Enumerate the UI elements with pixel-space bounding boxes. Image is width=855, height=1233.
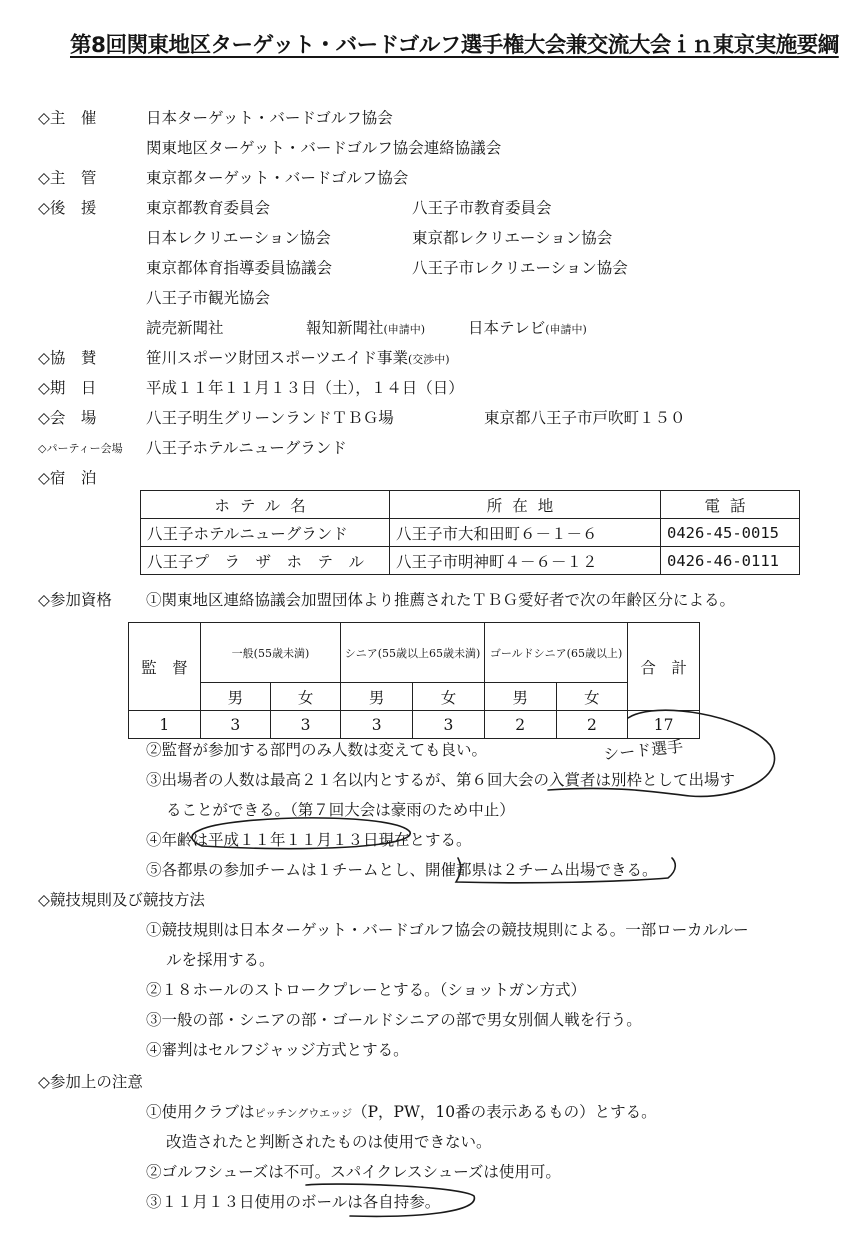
participants-sex-5: 男	[484, 683, 556, 711]
eligibility-line-1: ①関東地区連絡協議会加盟団体より推薦されたＴＢＧ愛好者で次の年齢区分による。	[146, 591, 736, 609]
support-media-3-note: (申請中)	[545, 323, 587, 336]
lodging-header-hotel: ホテル名	[141, 491, 390, 519]
lodging-address-1: 八王子市大和田町６－１－６	[390, 519, 661, 547]
eligibility-label: ◇参加資格	[38, 591, 112, 609]
party-value: 八王子ホテルニューグランド	[146, 439, 347, 457]
participants-total-header: 合 計	[628, 623, 700, 711]
cautions-line-2: ②ゴルフシューズは不可。スパイクレスシューズは使用可。	[146, 1163, 561, 1181]
participants-sex-2: 女	[270, 683, 340, 711]
sponsor-note: (交渉中)	[407, 353, 450, 366]
lodging-header-phone: 電話	[661, 491, 800, 519]
document-title: 第8回関東地区ターゲット・バードゴルフ選手権大会兼交流大会ｉｎ東京実施要綱	[70, 33, 839, 58]
participants-group-gold-senior: ゴールドシニア(65歳以上)	[484, 623, 627, 683]
participants-sex-1: 男	[200, 683, 270, 711]
participants-sex-3: 男	[341, 683, 413, 711]
cautions-label: ◇参加上の注意	[38, 1073, 143, 1091]
support-right-3: 八王子市レクリエーション協会	[412, 259, 628, 277]
manager-label: ◇主 管	[38, 169, 97, 187]
lodging-phone-1: 0426-45-0015	[661, 519, 800, 547]
participants-header-row	[129, 623, 700, 683]
participants-value-senior-m: 3	[341, 711, 413, 739]
rules-line-3: ③一般の部・シニアの部・ゴールドシニアの部で男女別個人戦を行う。	[146, 1011, 642, 1029]
eligibility-note-3-cont: ることができる。（第７回大会は豪雨のため中止）	[166, 801, 515, 819]
rules-line-4: ④審判はセルフジャッジ方式とする。	[146, 1041, 409, 1059]
rules-label: ◇競技規則及び競技方法	[38, 891, 205, 909]
eligibility-note-3: ③出場者の人数は最高２１名以内とするが、第６回大会の入賞者は別枠として出場す	[146, 771, 736, 789]
support-left-2: 日本レクリエーション協会	[146, 229, 331, 247]
support-media-3: 日本テレビ(申請中)	[468, 319, 587, 337]
organizer-line-1: 日本ターゲット・バードゴルフ協会	[146, 109, 393, 127]
participants-table	[128, 622, 700, 739]
support-left-4: 八王子市観光協会	[146, 289, 271, 307]
participants-manager-header: 監 督	[129, 623, 201, 711]
participants-value-manager: 1	[129, 711, 201, 739]
table-row	[141, 547, 800, 575]
participants-sex-6: 女	[556, 683, 628, 711]
table-row	[129, 711, 700, 739]
support-right-2: 東京都レクリエーション協会	[412, 229, 613, 247]
organizer-label: ◇主 催	[38, 109, 97, 127]
manager-value: 東京都ターゲット・バードゴルフ協会	[146, 169, 409, 187]
participants-value-gold-f: 2	[556, 711, 628, 739]
rules-line-2: ②１８ホールのストロークプレーとする。（ショットガン方式）	[146, 981, 587, 999]
lodging-header-row	[141, 491, 800, 519]
lodging-label: ◇宿 泊	[38, 469, 97, 487]
participants-value-general-m: 3	[200, 711, 270, 739]
rules-line-1: ①競技規則は日本ターゲット・バードゴルフ協会の競技規則による。一部ローカルルー	[146, 921, 749, 939]
cautions-club-term: ピッチングウエッジ	[254, 1107, 353, 1120]
venue-value: 八王子明生グリーンランドＴＢＧ場	[146, 409, 394, 427]
eligibility-note-5: ⑤各都県の参加チームは１チームとし、開催都県は２チーム出場できる。	[146, 861, 658, 879]
date-value: 平成１１年１１月１３日（土），１４日（日）	[146, 379, 464, 397]
support-media-1: 読売新聞社	[146, 319, 224, 337]
cautions-line-3: ③１１月１３日使用のボールは各自持参。	[146, 1193, 441, 1211]
lodging-hotel-2: 八王子プ ラ ザ ホ テ ル	[141, 547, 390, 575]
support-media-2-note: (申請中)	[383, 323, 426, 336]
participants-value-senior-f: 3	[413, 711, 485, 739]
eligibility-note-2: ②監督が参加する部門のみ人数は変えても良い。	[146, 741, 488, 759]
participants-value-total: 17	[628, 711, 700, 739]
support-left-1: 東京都教育委員会	[146, 199, 271, 217]
participants-sex-row	[129, 683, 700, 711]
rules-line-1-cont: ルを採用する。	[166, 951, 275, 969]
eligibility-note-4: ④年齢は平成１１年１１月１３日現在とする。	[146, 831, 472, 849]
support-right-1: 八王子市教育委員会	[412, 199, 552, 217]
cautions-line-1: ①使用クラブはピッチングウエッジ（P，PW，10番の表示あるもの）とする。	[146, 1103, 657, 1121]
participants-value-general-f: 3	[270, 711, 340, 739]
sponsor-value: 笹川スポーツ財団スポーツエイド事業(交渉中)	[146, 349, 450, 367]
sponsor-label: ◇協 賛	[38, 349, 97, 367]
participants-group-general: 一般(55歳未満)	[200, 623, 341, 683]
cautions-line-1-cont: 改造されたと判断されたものは使用できない。	[166, 1133, 492, 1151]
date-label: ◇期 日	[38, 379, 97, 397]
lodging-hotel-1: 八王子ホテルニューグランド	[141, 519, 390, 547]
table-row	[141, 519, 800, 547]
participants-value-gold-m: 2	[484, 711, 556, 739]
party-label: ◇パーティー会場	[38, 442, 123, 455]
handwritten-note: シード選手	[602, 736, 684, 764]
lodging-phone-2: 0426-46-0111	[661, 547, 800, 575]
lodging-table	[140, 490, 800, 575]
lodging-address-2: 八王子市明神町４－６－１２	[390, 547, 661, 575]
venue-address: 東京都八王子市戸吹町１５０	[484, 409, 686, 427]
participants-sex-4: 女	[413, 683, 485, 711]
support-label: ◇後 援	[38, 199, 97, 217]
participants-group-senior: シニア(55歳以上65歳未満)	[341, 623, 485, 683]
lodging-header-address: 所在地	[390, 491, 661, 519]
venue-label: ◇会 場	[38, 409, 97, 427]
organizer-line-2: 関東地区ターゲット・バードゴルフ協会連絡協議会	[146, 139, 502, 157]
support-media-2: 報知新聞社(申請中)	[306, 319, 426, 337]
support-left-3: 東京都体育指導委員協議会	[146, 259, 333, 277]
